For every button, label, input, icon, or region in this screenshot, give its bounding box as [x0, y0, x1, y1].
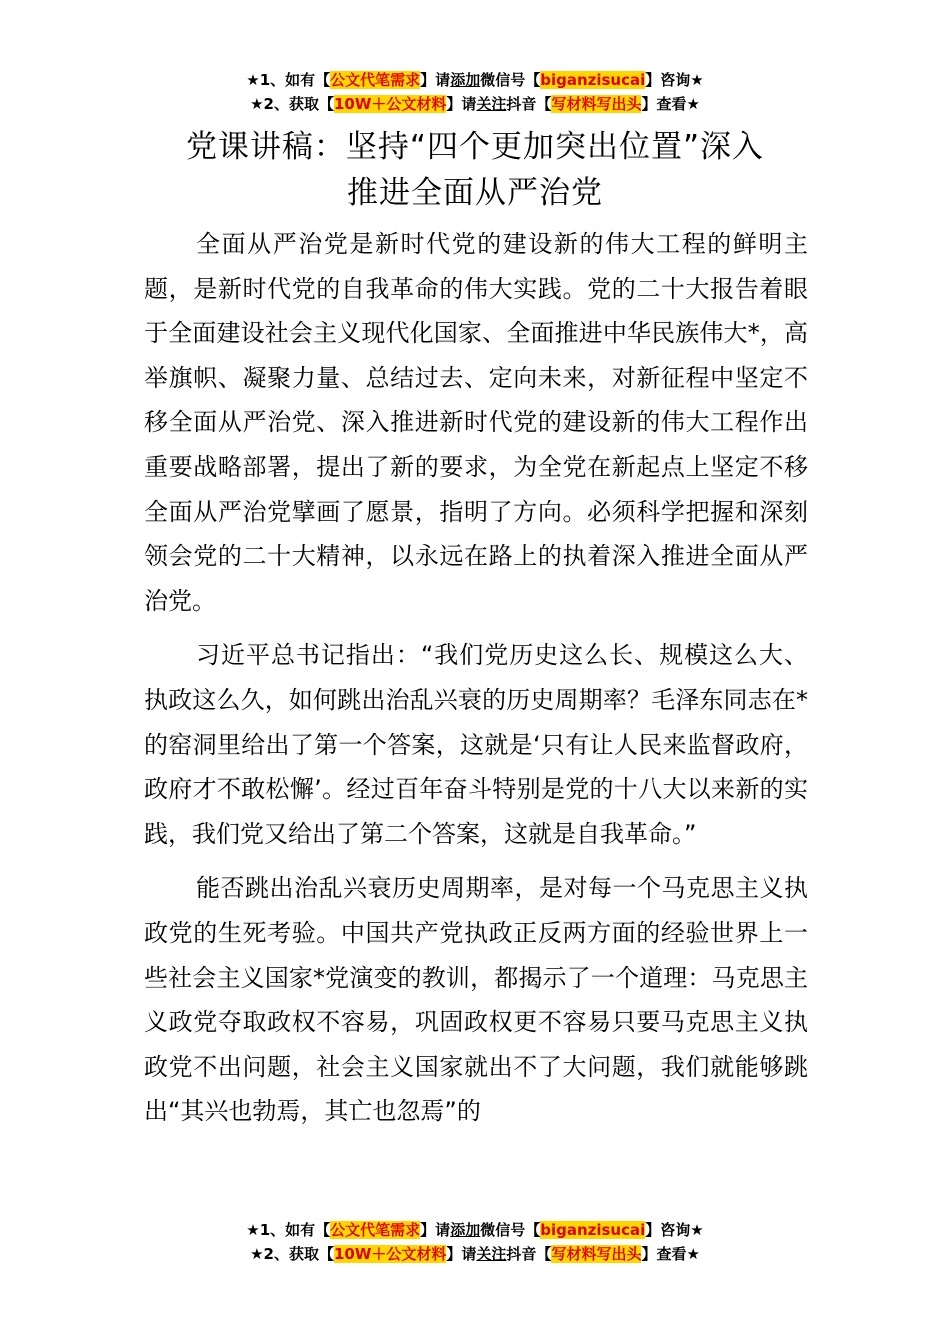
promo-underline: 关注 — [476, 95, 507, 113]
paragraph-2: 习近平总书记指出：“我们党历史这么长、规模这么大、执政这么久，如何跳出治乱兴衰的历史周期率？毛泽东同志在*的窑洞里给出了第一个答案，这就是‘只有让人民来监督政府，政府才不敢松懈’。经过百年奋斗特别是党的十八大以来新的实践，我们党又给出了第二个答案，这就是自我革命。” — [144, 641, 808, 848]
promo-line-2: ★2、获取【10W＋公文材料】请关注抖音【写材料写出头】查看★ — [250, 95, 700, 113]
promo-douyin-id: 写材料写出头 — [551, 1245, 642, 1263]
footer-promo-banner — [0, 1218, 950, 1266]
paragraph-3: 能否跳出治乱兴衰历史周期率，是对每一个马克思主义执政党的生死考验。中国共产党执政正反两方面的经验世界上一些社会主义国家*党演变的教训，都揭示了一个道理：马克思主义政党夺取政权不容易，巩固政权更不容易只要马克思主义执政党不出问题，社会主义国家就出不了大问题，我们就能够跳出“其兴也勃焉，其亡也忽焉”的 — [144, 874, 808, 1126]
promo-underline: 添加 — [450, 1221, 481, 1239]
document-body — [144, 222, 808, 1144]
promo-line-1: ★1、如有【公文代笔需求】请添加微信号【biganzisucai】咨询★ — [246, 1221, 704, 1239]
paragraph-1: 全面从严治党是新时代党的建设新的伟大工程的鲜明主题，是新时代党的自我革命的伟大实践。党的二十大报告着眼于全面建设社会主义现代化国家、全面推进中华民族伟大*，高举旗帜、凝聚力量、总结过去、定向未来，对新征程中坚定不移全面从严治党、深入推进新时代党的建设新的伟大工程作出重要战略部署，提出了新的要求，为全党在新起点上坚定不移全面从严治党擘画了愿景，指明了方向。必须科学把握和深刻领会党的二十大精神，以永远在路上的执着深入推进全面从严治党。 — [144, 230, 808, 615]
promo-wechat-id: biganzisucai — [540, 71, 646, 89]
promo-highlight: 10W＋公文材料 — [333, 1245, 447, 1263]
promo-line-2: ★2、获取【10W＋公文材料】请关注抖音【写材料写出头】查看★ — [250, 1245, 700, 1263]
promo-douyin-id: 写材料写出头 — [551, 95, 642, 113]
promo-highlight: 公文代笔需求 — [330, 71, 421, 89]
header-promo-banner — [0, 68, 950, 116]
promo-wechat-id: biganzisucai — [540, 1221, 646, 1239]
promo-line-1: ★1、如有【公文代笔需求】请添加微信号【biganzisucai】咨询★ — [246, 71, 704, 89]
title-line-1: 党课讲稿：坚持“四个更加突出位置”深入 — [185, 129, 765, 165]
promo-underline: 关注 — [476, 1245, 507, 1263]
promo-highlight: 公文代笔需求 — [330, 1221, 421, 1239]
title-line-2: 推进全面从严治党 — [347, 175, 603, 211]
document-title — [120, 124, 830, 216]
promo-underline: 添加 — [450, 71, 481, 89]
promo-highlight: 10W＋公文材料 — [333, 95, 447, 113]
